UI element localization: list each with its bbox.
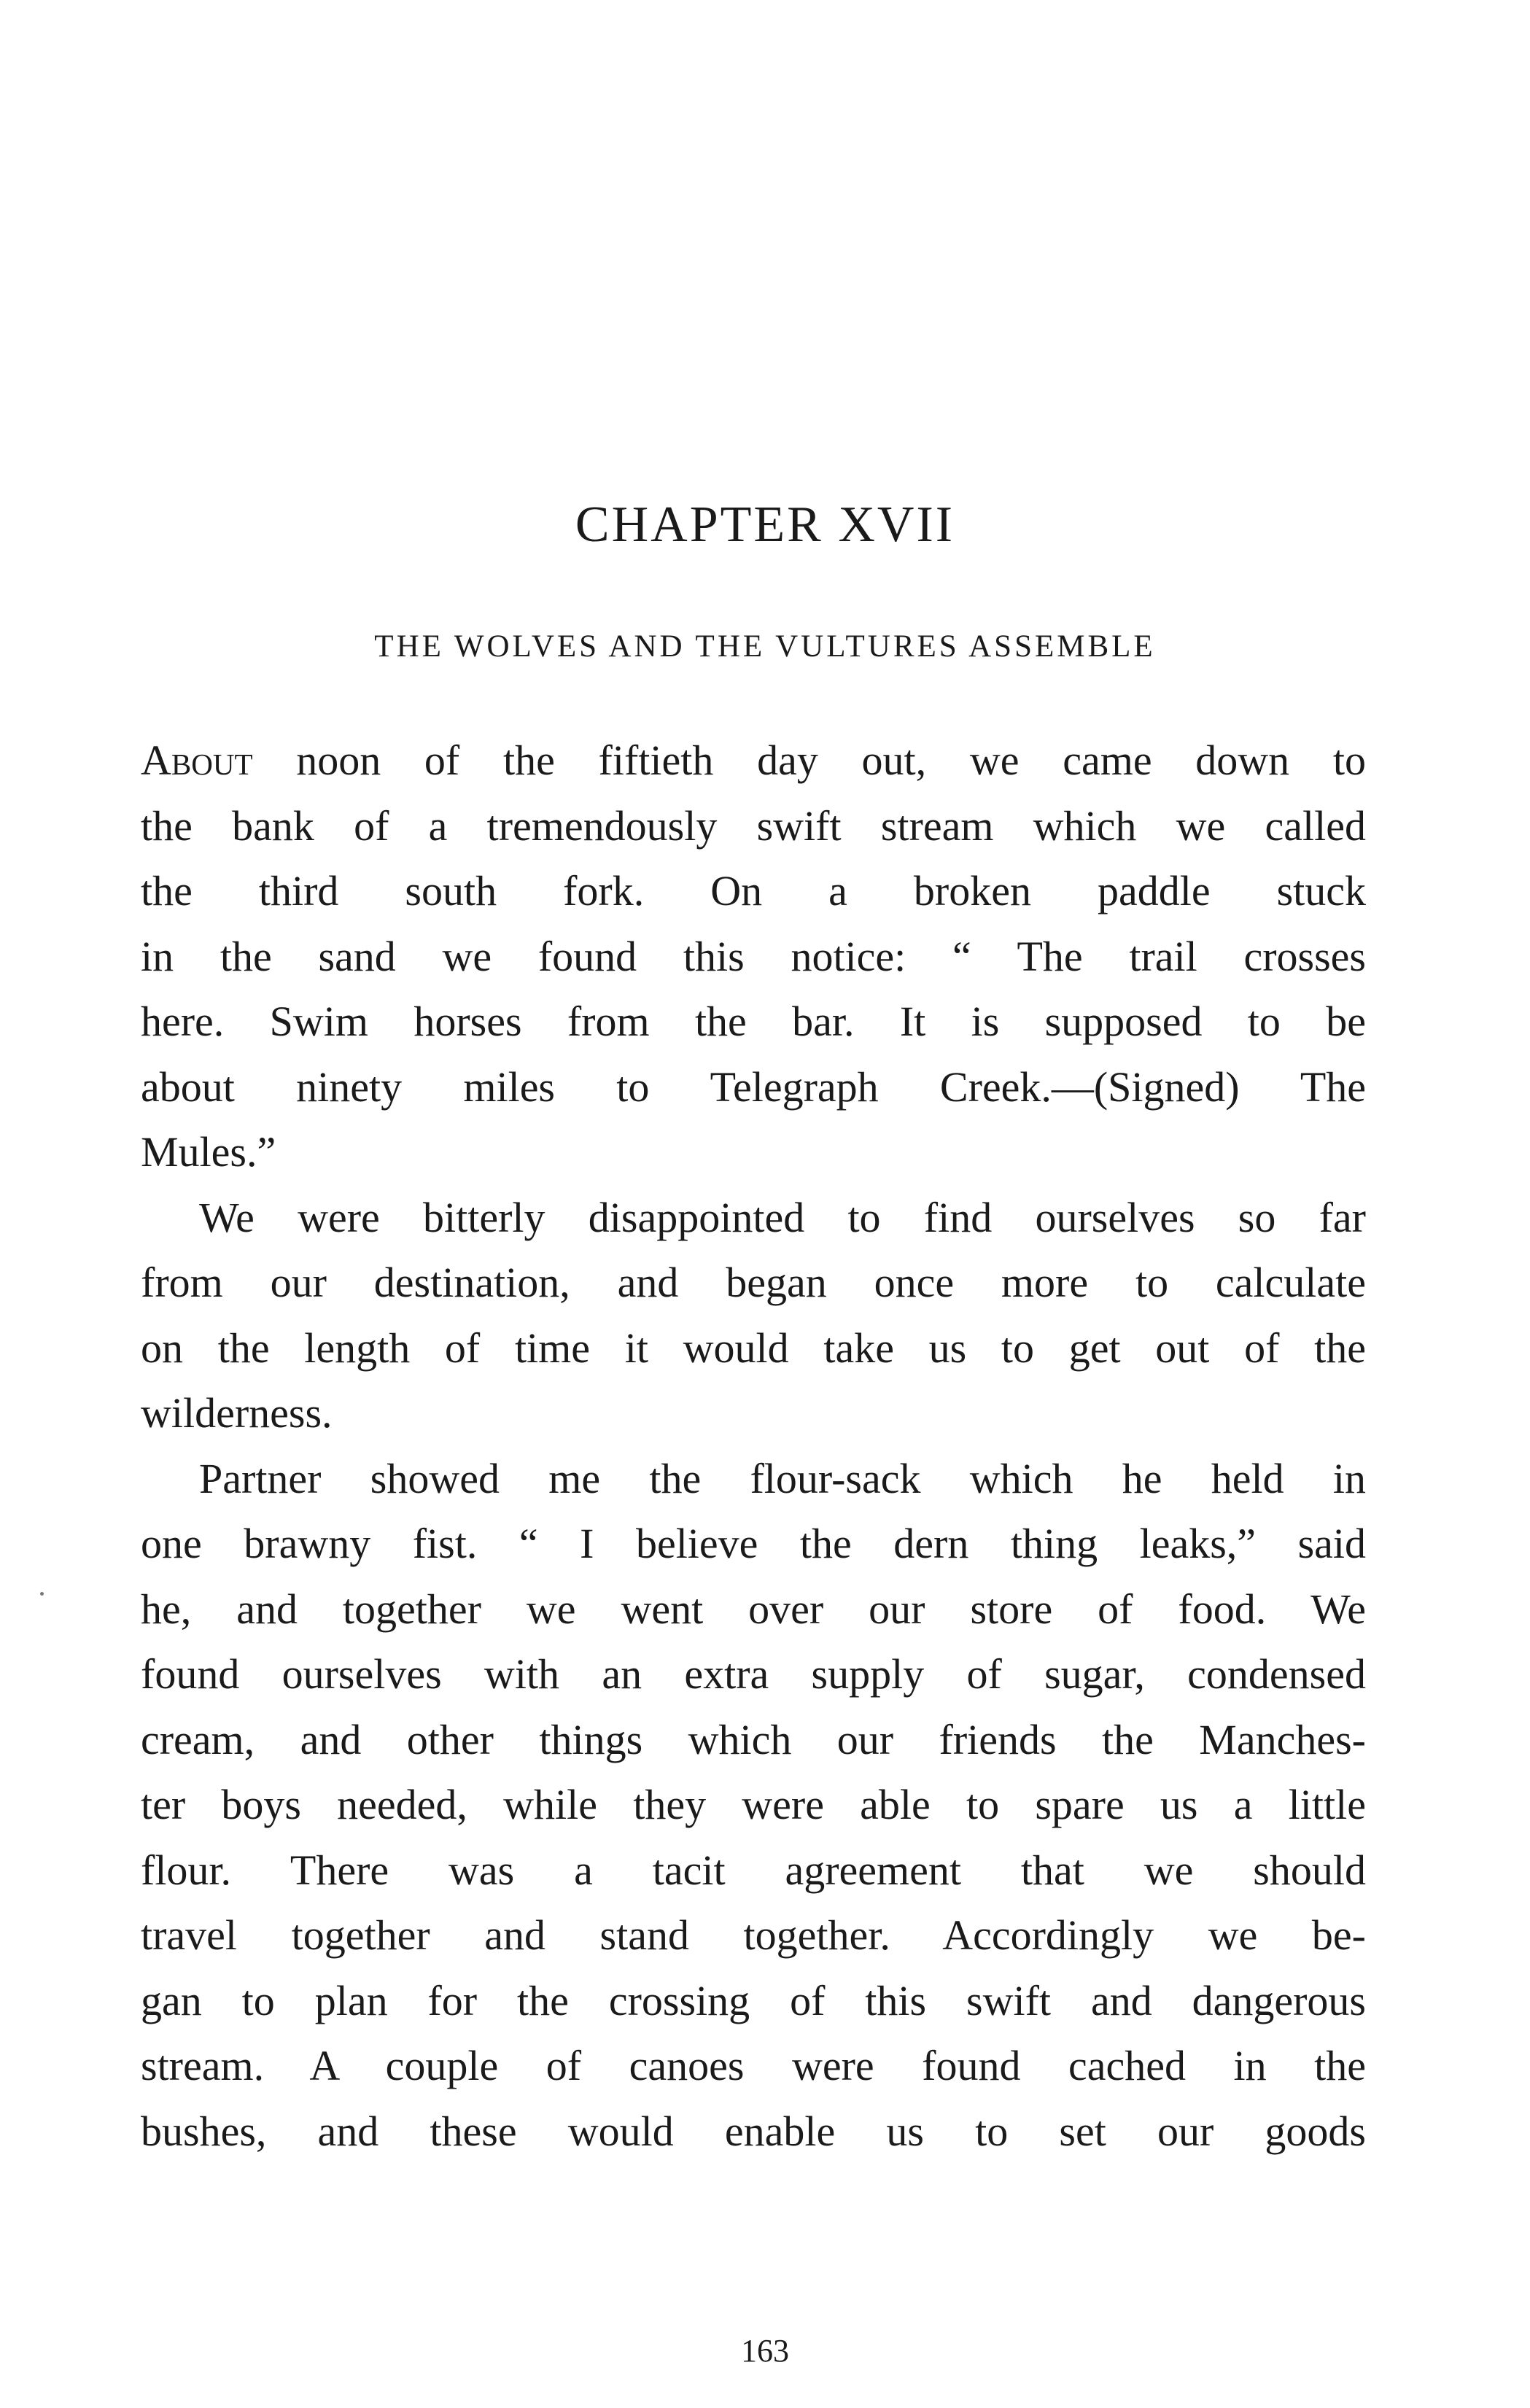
text-line: ter boys needed, while they were able to spare us a little (141, 1781, 1366, 1828)
text-line: in the sand we found this notice: “ The trail crosses (141, 932, 1366, 980)
text-line: found ourselves with an extra supply of sugar, condensed (141, 1650, 1366, 1698)
text-line (141, 728, 1366, 793)
text-line: We were bitterly disappointed to find ourselves so far (199, 1193, 1366, 1241)
text-line: wilderness. (141, 1389, 333, 1437)
text-line: bushes, and these would enable us to set our goods (141, 2107, 1366, 2155)
line-text: noon of the fiftieth day out, we came down to (252, 737, 1366, 784)
chapter-title: CHAPTER XVII (575, 497, 955, 553)
text-line: on the length of time it would take us to get out of the (141, 1324, 1366, 1372)
text-line: one brawny fist. “ I believe the dern thing leaks,” said (141, 1520, 1366, 1567)
page-number: 163 (741, 2333, 789, 2369)
text-line: here. Swim horses from the bar. It is supposed to be (141, 998, 1366, 1045)
text-line: Mules.” (141, 1128, 276, 1176)
text-line: the bank of a tremendously swift stream which we called (141, 801, 1366, 850)
opening-word: About (141, 737, 253, 784)
margin-speck (40, 1592, 44, 1596)
text-line: he, and together we went over our store of food. We (141, 1585, 1366, 1633)
text-line: about ninety miles to Telegraph Creek.—(Signed) The (141, 1063, 1366, 1111)
text-line: travel together and stand together. Accordingly we be- (141, 1911, 1366, 1959)
text-line: the third south fork. On a broken paddle stuck (141, 867, 1366, 914)
text-line: Partner showed me the flour-sack which he held in (199, 1454, 1366, 1502)
body-text (141, 728, 1366, 2164)
text-line: gan to plan for the crossing of this swift and dangerous (141, 1976, 1366, 2024)
text-line: flour. There was a tacit agreement that we should (141, 1846, 1366, 1894)
text-line: stream. A couple of canoes were found cached in the (141, 2042, 1366, 2089)
chapter-subtitle: THE WOLVES AND THE VULTURES ASSEMBLE (374, 629, 1156, 664)
text-line: from our destination, and began once more to calculate (141, 1259, 1366, 1306)
text-line: cream, and other things which our friends the Manches- (141, 1715, 1366, 1763)
